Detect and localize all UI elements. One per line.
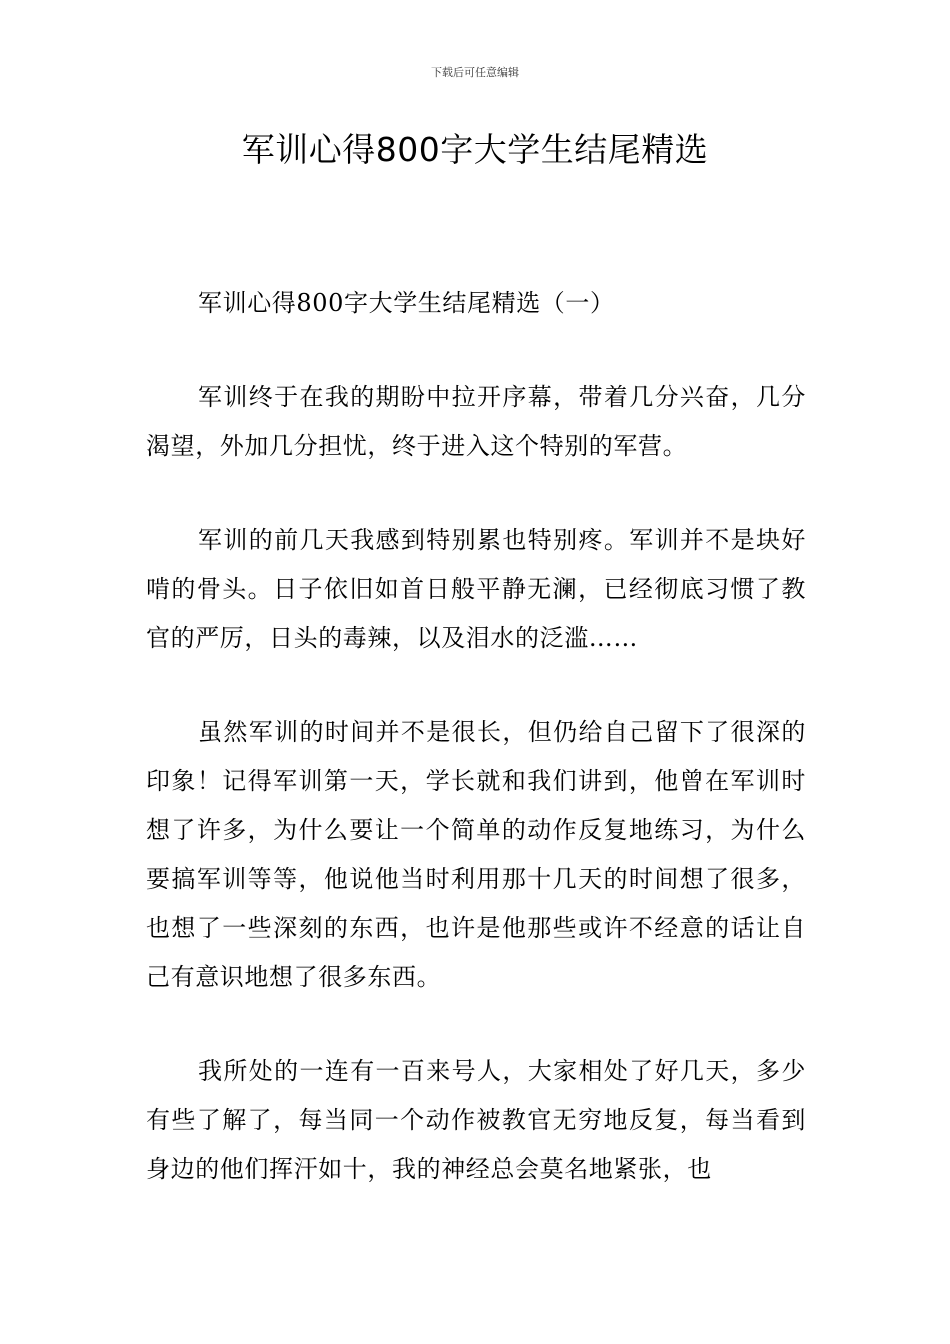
- paragraph-4: 我所处的一连有一百来号人，大家相处了好几天，多少有些了解了，每当同一个动作被教官无穷地反复，每当看到身边的他们挥汗如十，我的神经总会莫名地紧张，也: [146, 1057, 806, 1183]
- paragraph-1: 军训终于在我的期盼中拉开序幕，带着几分兴奋，几分渴望，外加几分担忧，终于进入这个特别的军营。: [146, 383, 806, 460]
- document-title: 军训心得800字大学生结尾精选: [241, 130, 709, 169]
- paragraph-3: 虽然军训的时间并不是很长，但仍给自己留下了很深的印象！记得军训第一天，学长就和我们讲到，他曾在军训时想了许多，为什么要让一个简单的动作反复地练习，为什么要搞军训等等，他说他当时利用那十几天的时间想了很多，也想了一些深刻的东西，也许是他那些或许不经意的话让自己有意识地想了很多东西。: [146, 718, 806, 991]
- section-heading: 军训心得800字大学生结尾精选（一）: [198, 289, 615, 317]
- header-note: 下载后可任意编辑: [431, 66, 519, 79]
- paragraph-2: 军训的前几天我感到特别累也特别疼。军训并不是块好啃的骨头。日子依旧如首日般平静无澜，已经彻底习惯了教官的严厉，日头的毒辣，以及泪水的泛滥……: [146, 526, 806, 652]
- document-body: [146, 279, 806, 1194]
